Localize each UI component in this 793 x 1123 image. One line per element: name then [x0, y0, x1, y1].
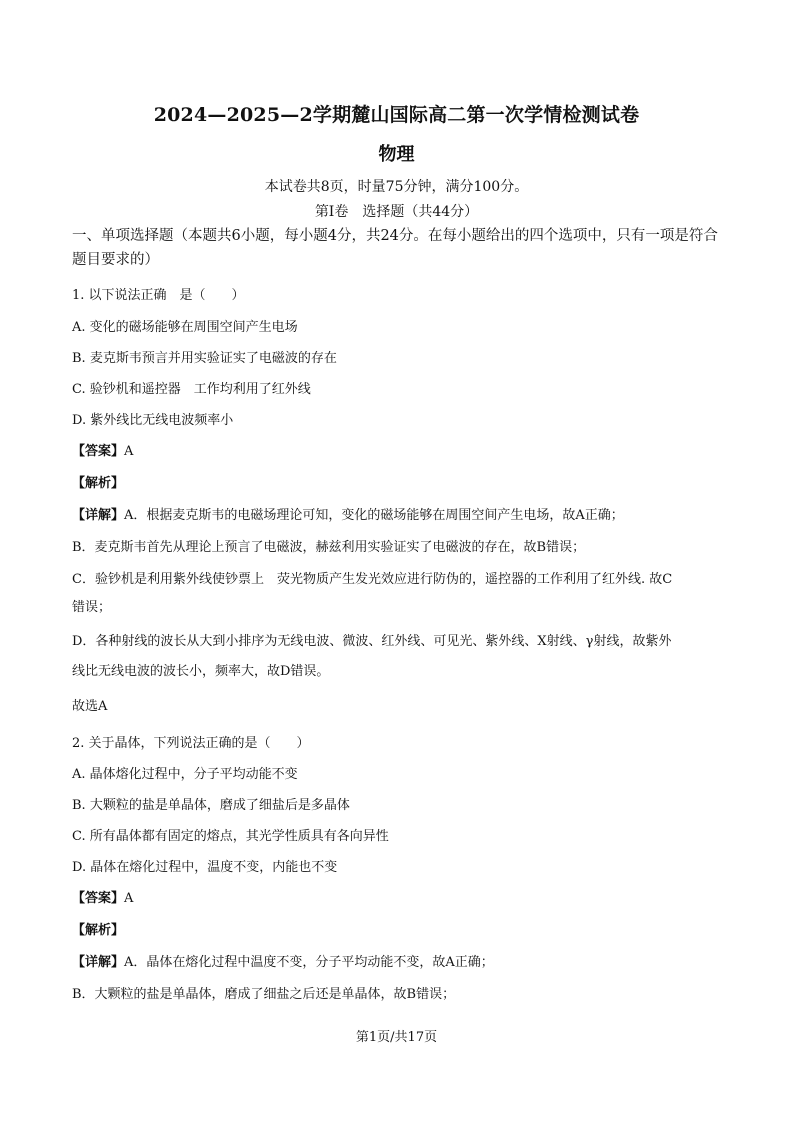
- q1-option-d: D. 紫外线比无线电波频率小: [72, 413, 234, 428]
- q2-answer-tag: 【答案】: [72, 891, 125, 906]
- q2-option-a: A. 晶体熔化过程中，分子平均动能不变: [72, 767, 298, 782]
- q1-detail-line-1: [72, 506, 732, 526]
- q1-choice: 故选A: [72, 699, 108, 714]
- q2-detail-tag: 【详解】: [72, 955, 125, 970]
- q1-answer-value: A: [124, 444, 134, 459]
- q1-detail-d: D．各种射线的波长从大到小排序为无线电波、微波、红外线、可见光、紫外线、X射线、γ射线，故紫外: [72, 634, 672, 649]
- q1-detail-c-cont: 错误；: [72, 600, 112, 615]
- q1-option-b: B. 麦克斯韦预言并用实验证实了电磁波的存在: [72, 351, 337, 366]
- q2-detail-a: A．晶体在熔化过程中温度不变，分子平均动能不变，故A正确；: [124, 955, 494, 970]
- q1-answer-tag: 【答案】: [72, 444, 125, 459]
- q2-detail-b: B．大颗粒的盐是单晶体，磨成了细盐之后还是单晶体，故B错误；: [72, 987, 456, 1002]
- section-heading: 一、单项选择题（本题共6小题，每小题4分，共24分。在每小题给出的四个选项中，只有一项是符合题目要求的）: [72, 228, 718, 268]
- q1-detail-tag: 【详解】: [72, 508, 125, 523]
- q1-stem: 1. 以下说法正确 是（ ）: [72, 288, 245, 303]
- exam-title: 2024—2025—2学期麓山国际高二第一次学情检测试卷: [153, 104, 640, 126]
- q1-answer: [72, 442, 732, 462]
- q1-option-a: A. 变化的磁场能够在周围空间产生电场: [72, 320, 298, 335]
- q1-analysis-tag: 【解析】: [72, 476, 125, 491]
- q1-detail-b: B．麦克斯韦首先从理论上预言了电磁波，赫兹利用实验证实了电磁波的存在，故B错误；: [72, 540, 586, 555]
- page-footer: 第1页/共17页: [355, 1030, 438, 1045]
- q1-detail-a: A．根据麦克斯韦的电磁场理论可知，变化的磁场能够在周围空间产生电场，故A正确；: [124, 508, 624, 523]
- q2-stem: 2. 关于晶体，下列说法正确的是（ ）: [72, 736, 310, 751]
- q1-option-c: C. 验钞机和遥控器 工作均利用了红外线: [72, 382, 311, 397]
- q2-detail-line-1: [72, 953, 732, 973]
- q1-detail-c: C．验钞机是利用紫外线使钞票上 荧光物质产生发光效应进行防伪的，遥控器的工作利用了红外线. 故C: [72, 572, 673, 587]
- exam-intro: 本试卷共8页，时量75分钟，满分100分。: [264, 179, 529, 195]
- q2-option-b: B. 大颗粒的盐是单晶体，磨成了细盐后是多晶体: [72, 798, 350, 813]
- q1-detail-d-cont: 线比无线电波的波长小，频率大，故D错误。: [72, 664, 330, 679]
- q2-answer: [72, 889, 732, 909]
- q2-option-d: D. 晶体在熔化过程中，温度不变，内能也不变: [72, 860, 338, 875]
- q2-analysis-tag: 【解析】: [72, 923, 125, 938]
- q2-option-c: C. 所有晶体都有固定的熔点，其光学性质具有各向异性: [72, 829, 389, 844]
- q2-answer-value: A: [124, 891, 134, 906]
- part-heading: 第Ⅰ卷 选择题（共44分）: [314, 204, 479, 220]
- subject-title: 物理: [378, 144, 415, 165]
